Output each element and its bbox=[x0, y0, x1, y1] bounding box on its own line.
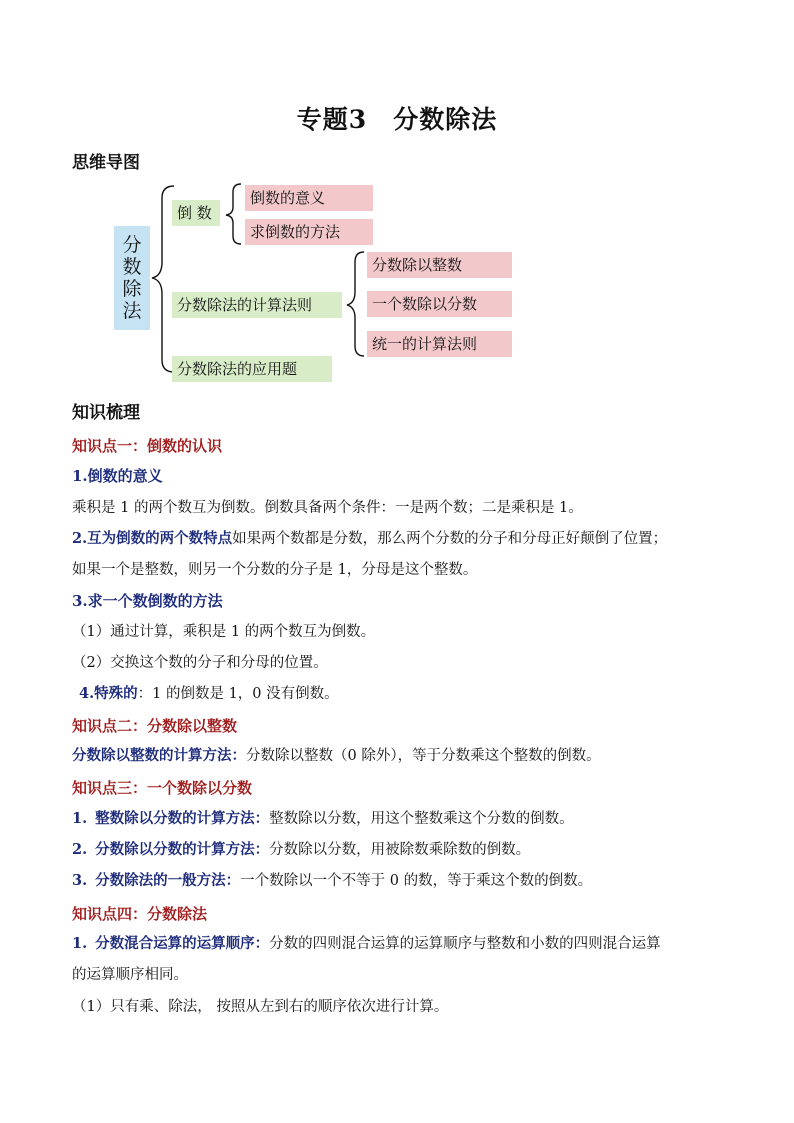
kp4-item1-num: 1. bbox=[72, 935, 88, 952]
kp3-item1-text: 整数除以分数，用这个整数乘这个分数的倒数。 bbox=[269, 811, 574, 827]
reciprocal-brace bbox=[226, 184, 241, 244]
kp2-method-title: 分数除以整数的计算方法： bbox=[72, 747, 246, 764]
kp3-item3-text: 一个数除以一个不等于 0 的数，等于乘这个数的倒数。 bbox=[240, 873, 593, 889]
kp4-title: 知识点四：分数除法 bbox=[72, 905, 208, 923]
node-num-div-fraction: 一个数除以分数 bbox=[367, 291, 512, 317]
kp3-item1-num: 1. bbox=[72, 810, 88, 827]
node-reciprocal-meaning: 倒数的意义 bbox=[245, 185, 373, 211]
kp1-s4-title: 4.特殊的 bbox=[79, 685, 138, 702]
node-fraction-div-int: 分数除以整数 bbox=[367, 252, 512, 278]
kp2-method-line bbox=[72, 746, 601, 766]
kp4-item1-sub1: （1）只有乘、除法， 按照从左到右的顺序依次进行计算。 bbox=[72, 999, 449, 1015]
kp2-title: 知识点二：分数除以整数 bbox=[72, 717, 238, 735]
kp1-s4-text: ：1 的倒数是 1，0 没有倒数。 bbox=[137, 686, 339, 702]
kp3-item1 bbox=[72, 809, 574, 829]
kp1-s1-title: 1.倒数的意义 bbox=[72, 467, 163, 485]
rules-brace bbox=[347, 252, 364, 356]
kp3-item2 bbox=[72, 840, 530, 860]
kp2-method-text: 分数除以整数（0 除外），等于分数乘这个整数的倒数。 bbox=[246, 748, 601, 764]
kp1-s2-text2: 如果一个是整数，则另一个分数的分子是 1，分母是这个整数。 bbox=[72, 562, 478, 578]
node-rules: 分数除法的计算法则 bbox=[172, 292, 342, 318]
kp4-item1 bbox=[72, 934, 661, 954]
kp3-item2-title: 分数除以分数的计算方法： bbox=[95, 841, 270, 858]
kp3-item3 bbox=[72, 871, 592, 891]
kp3-item3-num: 3. bbox=[72, 872, 88, 889]
kp1-title: 知识点一：倒数的认识 bbox=[72, 437, 223, 455]
kp1-s2-line bbox=[72, 529, 667, 549]
kp4-item1-text2: 的运算顺序相同。 bbox=[72, 967, 188, 983]
node-reciprocal-method: 求倒数的方法 bbox=[245, 219, 373, 245]
knowledge-heading: 知识梳理 bbox=[72, 403, 140, 423]
mindmap-root: 分数除法 bbox=[114, 226, 150, 330]
kp3-item1-title: 整数除以分数的计算方法： bbox=[95, 810, 270, 827]
kp4-item1-title: 分数混合运算的运算顺序： bbox=[95, 935, 270, 952]
kp1-s4-line bbox=[79, 684, 339, 704]
kp1-s3-item1: （1）通过计算，乘积是 1 的两个数互为倒数。 bbox=[72, 624, 376, 640]
node-reciprocal: 倒 数 bbox=[172, 200, 220, 226]
kp1-s1-text: 乘积是 1 的两个数互为倒数。倒数具备两个条件：一是两个数；二是乘积是 1。 bbox=[72, 500, 583, 516]
kp1-s2-title: 2.互为倒数的两个数特点 bbox=[72, 530, 233, 547]
kp3-item2-num: 2. bbox=[72, 841, 88, 858]
mindmap-heading: 思维导图 bbox=[72, 153, 140, 173]
kp1-s3-title: 3.求一个数倒数的方法 bbox=[72, 592, 223, 610]
node-unified-rule: 统一的计算法则 bbox=[367, 331, 512, 357]
main-brace bbox=[152, 186, 174, 372]
page-title: 专题3 分数除法 bbox=[296, 105, 498, 134]
kp1-s2-text: 如果两个数都是分数，那么两个分数的分子和分母正好颠倒了位置； bbox=[232, 531, 668, 547]
kp3-item3-title: 分数除法的一般方法： bbox=[95, 872, 241, 889]
kp3-title: 知识点三：一个数除以分数 bbox=[72, 779, 253, 797]
kp3-item2-text: 分数除以分数，用被除数乘除数的倒数。 bbox=[269, 842, 531, 858]
node-application: 分数除法的应用题 bbox=[172, 356, 332, 382]
kp4-item1-text: 分数的四则混合运算的运算顺序与整数和小数的四则混合运算 bbox=[269, 936, 661, 952]
kp1-s3-item2: （2）交换这个数的分子和分母的位置。 bbox=[72, 655, 328, 671]
